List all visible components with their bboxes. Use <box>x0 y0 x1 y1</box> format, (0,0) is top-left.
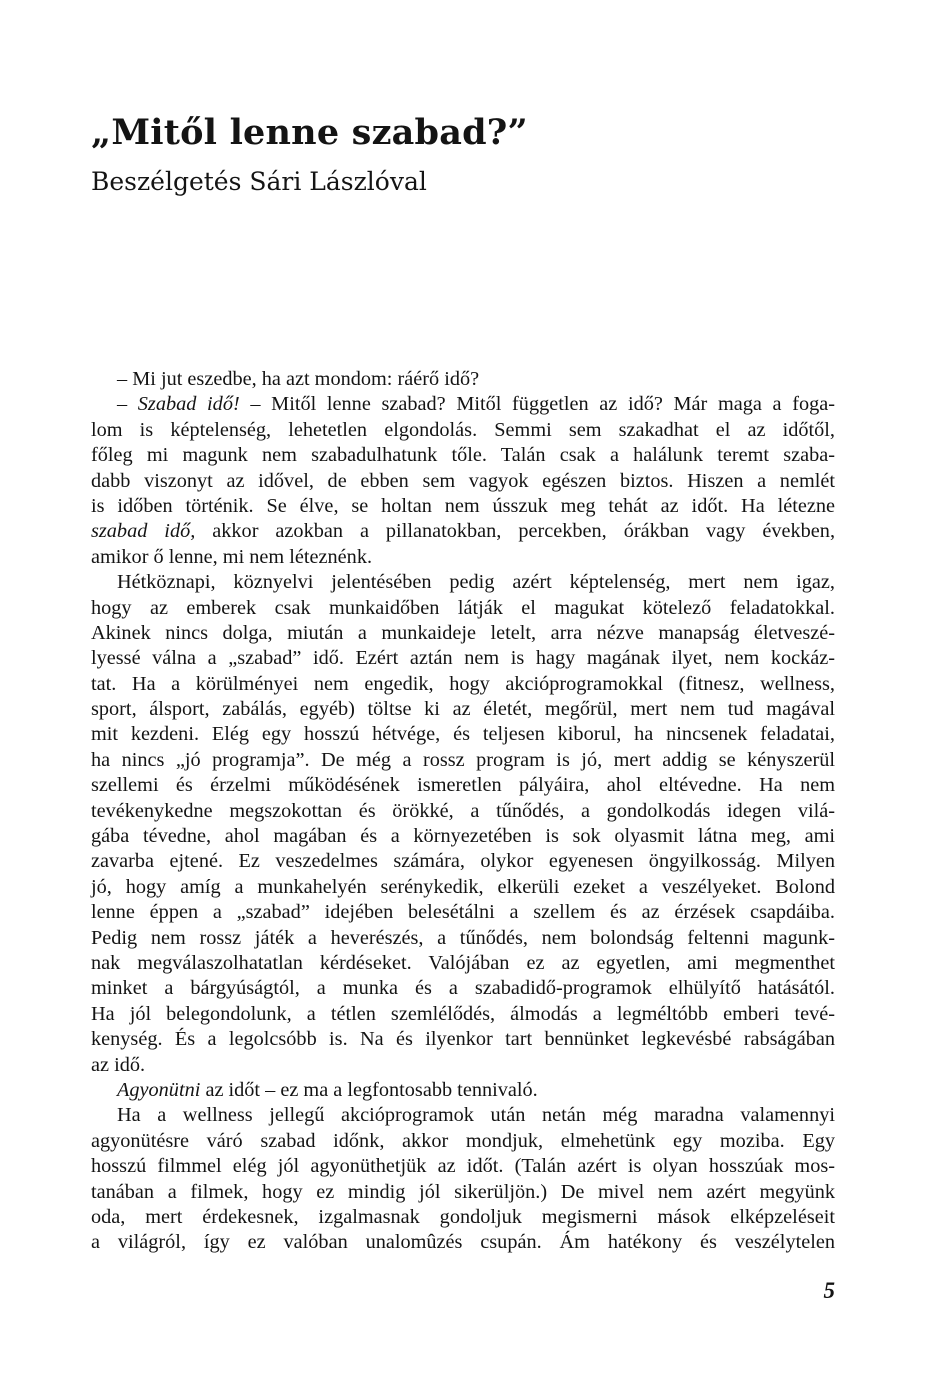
text-line <box>91 621 835 646</box>
line-text: is időben történik. Se élve, se holtan nem ússzuk meg tehát az időt. Ha létezne <box>91 494 835 517</box>
text-line <box>91 570 835 595</box>
text-line <box>91 545 835 570</box>
text-line <box>91 1180 835 1205</box>
text-line <box>91 1103 835 1128</box>
italic-phrase: – Szabad idő! <box>117 393 240 416</box>
line-text: sport, álsport, zabálás, egyéb) töltse ki az életét, megőrül, mert nem tud magával <box>91 698 835 721</box>
line-text: Ha a wellness jellegű akcióprogramok után netán még maradna valamennyi <box>117 1104 835 1127</box>
line-text: jó, hogy amíg a munkahelyén serénykedik, elkerüli ezeket a veszélyeket. Bolond <box>91 875 835 898</box>
line-text: szellemi és érzelmi működésének ismeretlen pályáira, ahol eltévedne. Ha nem <box>91 774 835 797</box>
text-line <box>91 392 835 417</box>
chapter-subtitle: Beszélgetés Sári Lászlóval <box>91 167 427 196</box>
line-text: ha nincs „jó programja”. De még a rossz program is jó, mert addig se kényszerül <box>91 748 835 771</box>
line-text: minket a bárgyúságtól, a munka és a szabadidő-programok elhülyítő hatásától. <box>91 977 835 1000</box>
line-text: nak megválaszolhatatlan kérdéseket. Valójában ez az egyetlen, ami megmenthet <box>91 951 835 974</box>
line-text: agyonütésre váró szabad időnk, akkor mondjuk, elmehetünk egy moziba. Egy <box>91 1129 835 1152</box>
line-text: mit kezdeni. Elég egy hosszú hétvége, és teljesen kiborul, ha nincsenek feladatai, <box>91 723 835 746</box>
text-line <box>91 519 835 544</box>
line-text: hogy az emberek csak munkaidőben látják el magukat kötelező feladatokkal. <box>91 596 835 619</box>
line-text: – Mitől lenne szabad? Mitől független az idő? Már maga a foga- <box>239 393 835 416</box>
line-text: gába tévedne, ahol magában és a környezetében is sok olyasmit látna meg, ami <box>91 825 835 848</box>
line-text: lyessé válna a „szabad” idő. Ezért aztán nem is hagy magának ilyet, nem kockáz- <box>91 647 835 670</box>
text-line <box>91 875 835 900</box>
text-line <box>91 1205 835 1230</box>
text-line <box>91 773 835 798</box>
line-text: az időt – ez ma a legfontosabb tennivaló. <box>200 1078 538 1101</box>
line-text: zavarba ejtené. Ez veszedelmes számára, olykor egyenesen öngyilkosság. Milyen <box>91 850 835 873</box>
line-text: Pedig nem rossz játék a heverészés, a tűnődés, nem bolondság feltenni magunk- <box>91 926 835 949</box>
text-line <box>91 494 835 519</box>
text-line <box>91 672 835 697</box>
italic-phrase: szabad idő, <box>91 520 196 543</box>
body-text <box>91 367 835 1256</box>
text-line <box>91 1230 835 1255</box>
text-line <box>91 646 835 671</box>
line-text: Ha jól belegondolunk, a tétlen szemlélődés, álmodás a legméltóbb emberi tevé- <box>91 1002 835 1025</box>
line-text: tevékenykedne megszokottan és örökké, a tűnődés, a gondolkodás idegen vilá- <box>91 799 835 822</box>
line-text: a világról, így ez valóban unalomûzés csupán. Ám hatékony és veszélytelen <box>91 1231 835 1254</box>
line-text: az idő. <box>91 1053 146 1076</box>
text-line <box>91 824 835 849</box>
text-line <box>91 469 835 494</box>
text-line <box>91 1002 835 1027</box>
text-line <box>91 722 835 747</box>
line-text: Hétköznapi, köznyelvi jelentésében pedig azért képtelenség, mert nem igaz, <box>117 571 835 594</box>
text-line <box>91 1129 835 1154</box>
text-line <box>91 367 835 392</box>
text-line <box>91 1078 835 1103</box>
line-text: kenység. És a legolcsóbb is. Na és ilyenkor tart bennünket legkevésbé rabságában <box>91 1028 835 1051</box>
line-text: Akinek nincs dolga, miután a munkaideje letelt, arra nézve manapság életveszé- <box>91 621 835 644</box>
text-line <box>91 596 835 621</box>
text-line <box>91 748 835 773</box>
text-line <box>91 849 835 874</box>
text-line <box>91 1053 835 1078</box>
text-line <box>91 697 835 722</box>
line-text: hosszú filmmel elég jól agyonüthetjük az időt. (Talán azért is olyan hosszúak mos- <box>91 1155 835 1178</box>
line-text: tat. Ha a körülményei nem engedik, hogy akcióprogramokkal (fitnesz, wellness, <box>91 672 835 695</box>
line-text: – Mi jut eszedbe, ha azt mondom: ráérő idő? <box>117 368 480 390</box>
line-text: lenne éppen a „szabad” idejében belesétálni a szellem és az érzések csapdáiba. <box>91 901 835 924</box>
line-text: lom is képtelenség, lehetetlen elgondolás. Semmi sem szakadhat el az időtől, <box>91 418 835 441</box>
chapter-title: „Mitől lenne szabad?” <box>91 112 528 153</box>
text-line <box>91 799 835 824</box>
line-text: oda, mert érdekesnek, izgalmasnak gondoljuk megismerni mások elképzeléseit <box>91 1205 835 1228</box>
italic-phrase: Agyonütni <box>117 1078 201 1101</box>
text-line <box>91 900 835 925</box>
line-text: főleg mi magunk nem szabadulhatunk tőle. Talán csak a halálunk teremt szaba- <box>91 444 835 467</box>
line-text: tanában a filmek, hogy ez mindig jól sikerüljön.) De mivel nem azért megyünk <box>91 1180 835 1203</box>
text-line <box>91 1027 835 1052</box>
text-line <box>91 926 835 951</box>
text-line <box>91 443 835 468</box>
text-line <box>91 951 835 976</box>
text-line <box>91 976 835 1001</box>
text-line <box>91 418 835 443</box>
page-number: 5 <box>823 1278 835 1303</box>
line-text: akkor azokban a pillanatokban, percekben, órákban vagy években, <box>195 520 836 543</box>
line-text: dabb viszonyt az idővel, de ebben sem vagyok egészen biztos. Hiszen a nemlét <box>91 469 835 492</box>
text-line <box>91 1154 835 1179</box>
line-text: amikor ő lenne, mi nem léteznénk. <box>91 545 373 568</box>
